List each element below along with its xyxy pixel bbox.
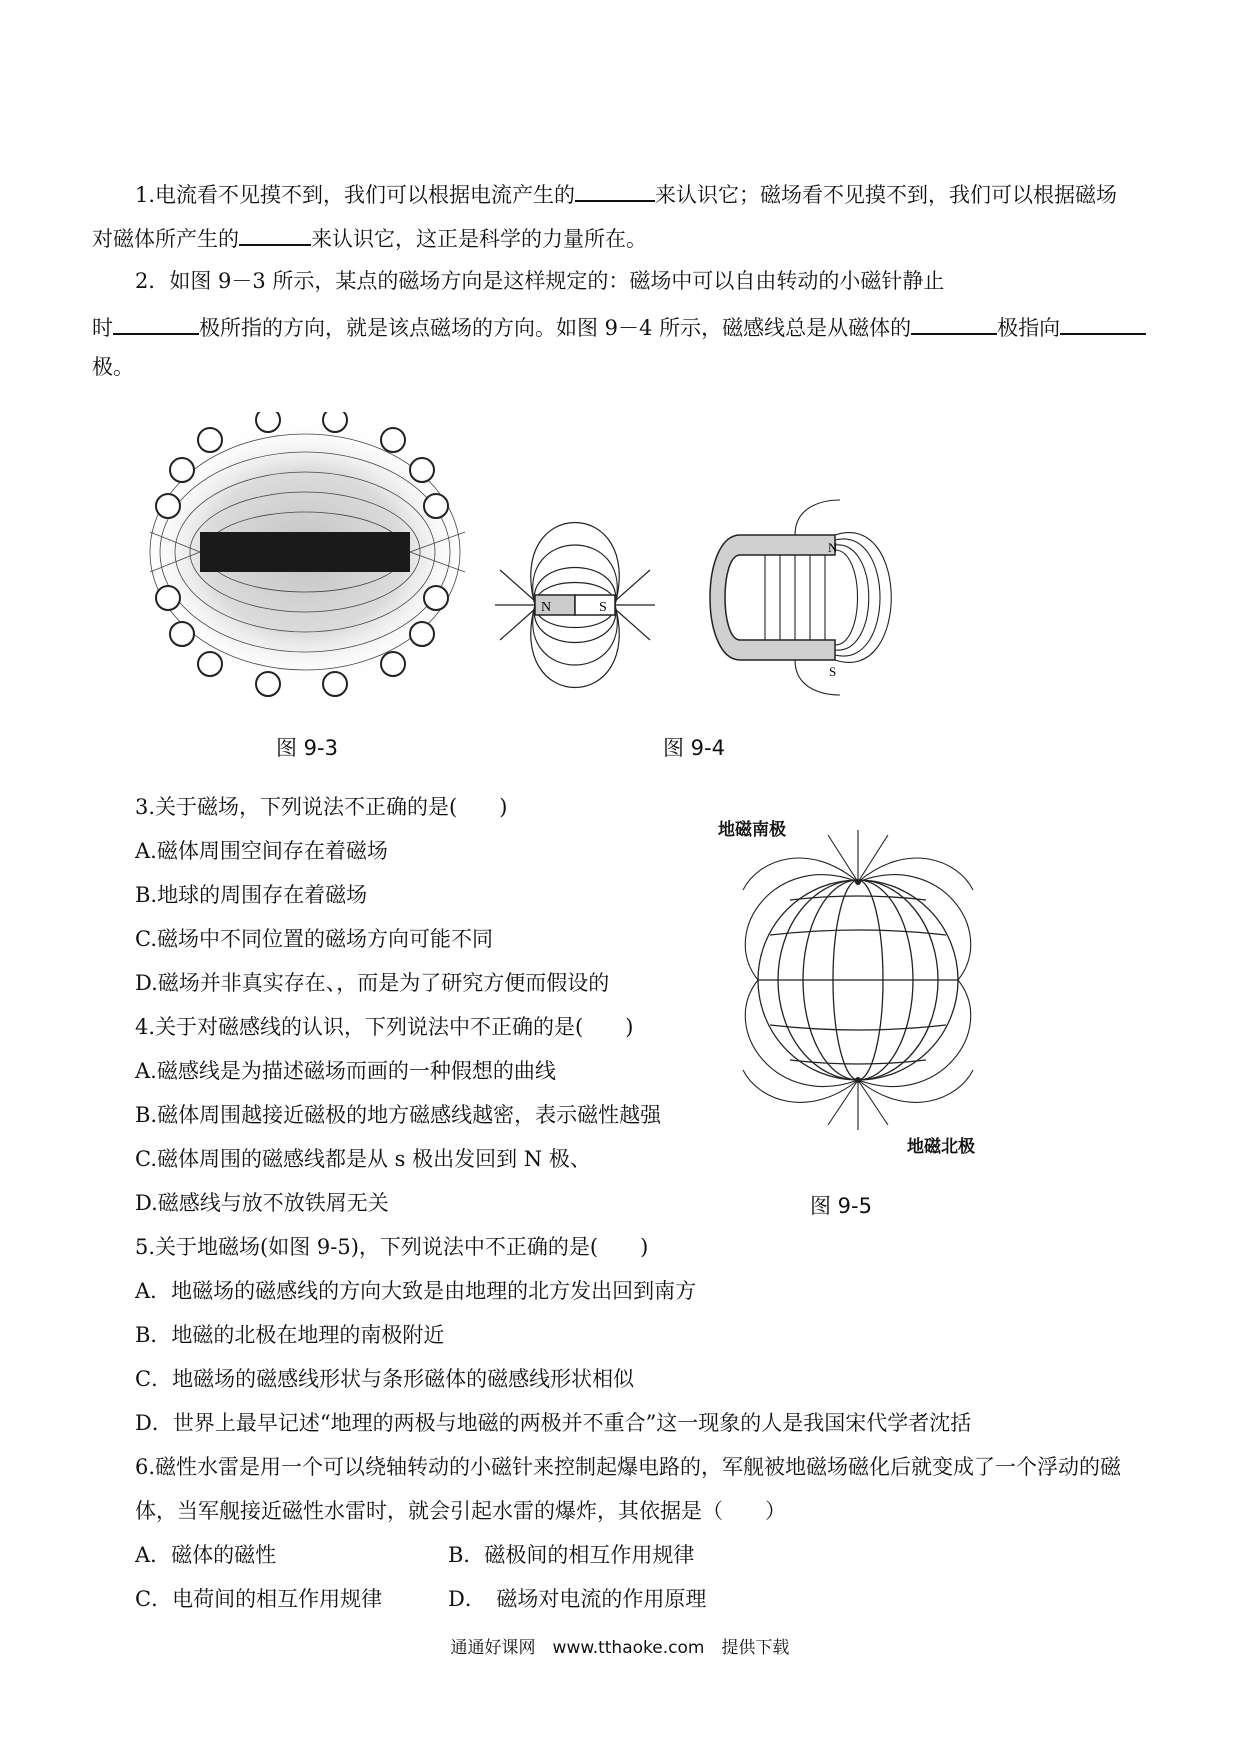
q1-text: 1.电流看不见摸不到，我们可以根据电流产生的 [135, 183, 576, 207]
answer-blank[interactable] [113, 311, 199, 335]
q2-text: 极所指的方向，就是该点磁场的方向。如图 9－4 所示，磁感线总是从磁体的 [199, 316, 912, 340]
bar-n-label: N [541, 600, 552, 615]
q5-stem: 5.关于地磁场(如图 9-5)，下列说法中不正确的是( ) [135, 1235, 649, 1259]
answer-blank[interactable] [239, 222, 311, 246]
q2-text: 时 [92, 316, 113, 340]
q6-line2: 体，当军舰接近磁性水雷时，就会引起水雷的爆炸，其依据是（ ） [135, 1499, 786, 1523]
q3-stem: 3.关于磁场，下列说法不正确的是( ) [135, 795, 508, 819]
q5-option-d[interactable]: D．世界上最早记述“地理的两极与地磁的两极并不重合”这一现象的人是我国宋代学者沈括 [135, 1411, 972, 1435]
q2-line1: 2．如图 9－3 所示，某点的磁场方向是这样规定的：磁场中可以自由转动的小磁针静止 [135, 269, 945, 293]
q2-text: 极指向 [997, 316, 1061, 340]
q5-option-b[interactable]: B．地磁的北极在地理的南极附近 [135, 1323, 445, 1347]
q4-option-b[interactable]: B.磁体周围越接近磁极的地方磁感线越密，表示磁性越强 [135, 1103, 662, 1127]
figure-9-4 [495, 475, 915, 715]
q6-option-d[interactable]: D． 磁场对电流的作用原理 [448, 1587, 707, 1611]
q6-option-a[interactable]: A．磁体的磁性 [135, 1543, 277, 1567]
horseshoe-s-label: S [829, 664, 837, 679]
q6-option-c[interactable]: C．电荷间的相互作用规律 [135, 1587, 383, 1611]
q2-line3: 极。 [92, 355, 134, 379]
figure-9-3-caption: 图 9-3 [276, 736, 338, 760]
answer-blank[interactable] [575, 178, 655, 202]
q6-option-b[interactable]: B．磁极间的相互作用规律 [448, 1543, 695, 1567]
q4-option-a[interactable]: A.磁感线是为描述磁场而画的一种假想的曲线 [135, 1059, 556, 1083]
fig5-top-label: 地磁南极 [718, 820, 786, 840]
page-footer: 通通好课网 www.tthaoke.com 提供下载 [450, 1638, 790, 1658]
q1-line1 [135, 178, 1117, 210]
q4-stem: 4.关于对磁感线的认识，下列说法中不正确的是( ) [135, 1015, 634, 1039]
figure-9-5-caption: 图 9-5 [810, 1194, 872, 1218]
bar-s-label: S [599, 600, 607, 615]
horseshoe-n-label: N [828, 540, 838, 555]
q3-option-b[interactable]: B.地球的周围存在着磁场 [135, 883, 368, 907]
q6-line1: 6.磁性水雷是用一个可以绕轴转动的小磁针来控制起爆电路的，军舰被地磁场磁化后就变成了一个浮动的磁 [135, 1455, 1122, 1479]
q1-text: 来认识它；磁场看不见摸不到，我们可以根据磁场 [655, 183, 1118, 207]
q3-option-d[interactable]: D.磁场并非真实存在、，而是为了研究方便而假设的 [135, 971, 610, 995]
q3-option-a[interactable]: A.磁体周围空间存在着磁场 [135, 839, 388, 863]
figure-9-3 [140, 412, 480, 712]
q2-line2 [92, 311, 1146, 343]
q1-text: 对磁体所产生的 [92, 227, 239, 251]
answer-blank[interactable] [911, 311, 997, 335]
answer-blank[interactable] [1060, 311, 1146, 335]
q4-option-d[interactable]: D.磁感线与放不放铁屑无关 [135, 1191, 389, 1215]
q1-line2 [92, 222, 647, 254]
q5-option-c[interactable]: C．地磁场的磁感线形状与条形磁体的磁感线形状相似 [135, 1367, 635, 1391]
q4-option-c[interactable]: C.磁体周围的磁感线都是从 s 极出发回到 N 极、 [135, 1147, 591, 1171]
q1-text: 来认识它，这正是科学的力量所在。 [311, 227, 647, 251]
figure-9-5 [718, 830, 988, 1130]
figure-9-4-caption: 图 9-4 [663, 736, 725, 760]
q3-option-c[interactable]: C.磁场中不同位置的磁场方向可能不同 [135, 927, 493, 951]
fig5-bottom-label: 地磁北极 [907, 1137, 975, 1157]
q5-option-a[interactable]: A．地磁场的磁感线的方向大致是由地理的北方发出回到南方 [135, 1279, 697, 1303]
